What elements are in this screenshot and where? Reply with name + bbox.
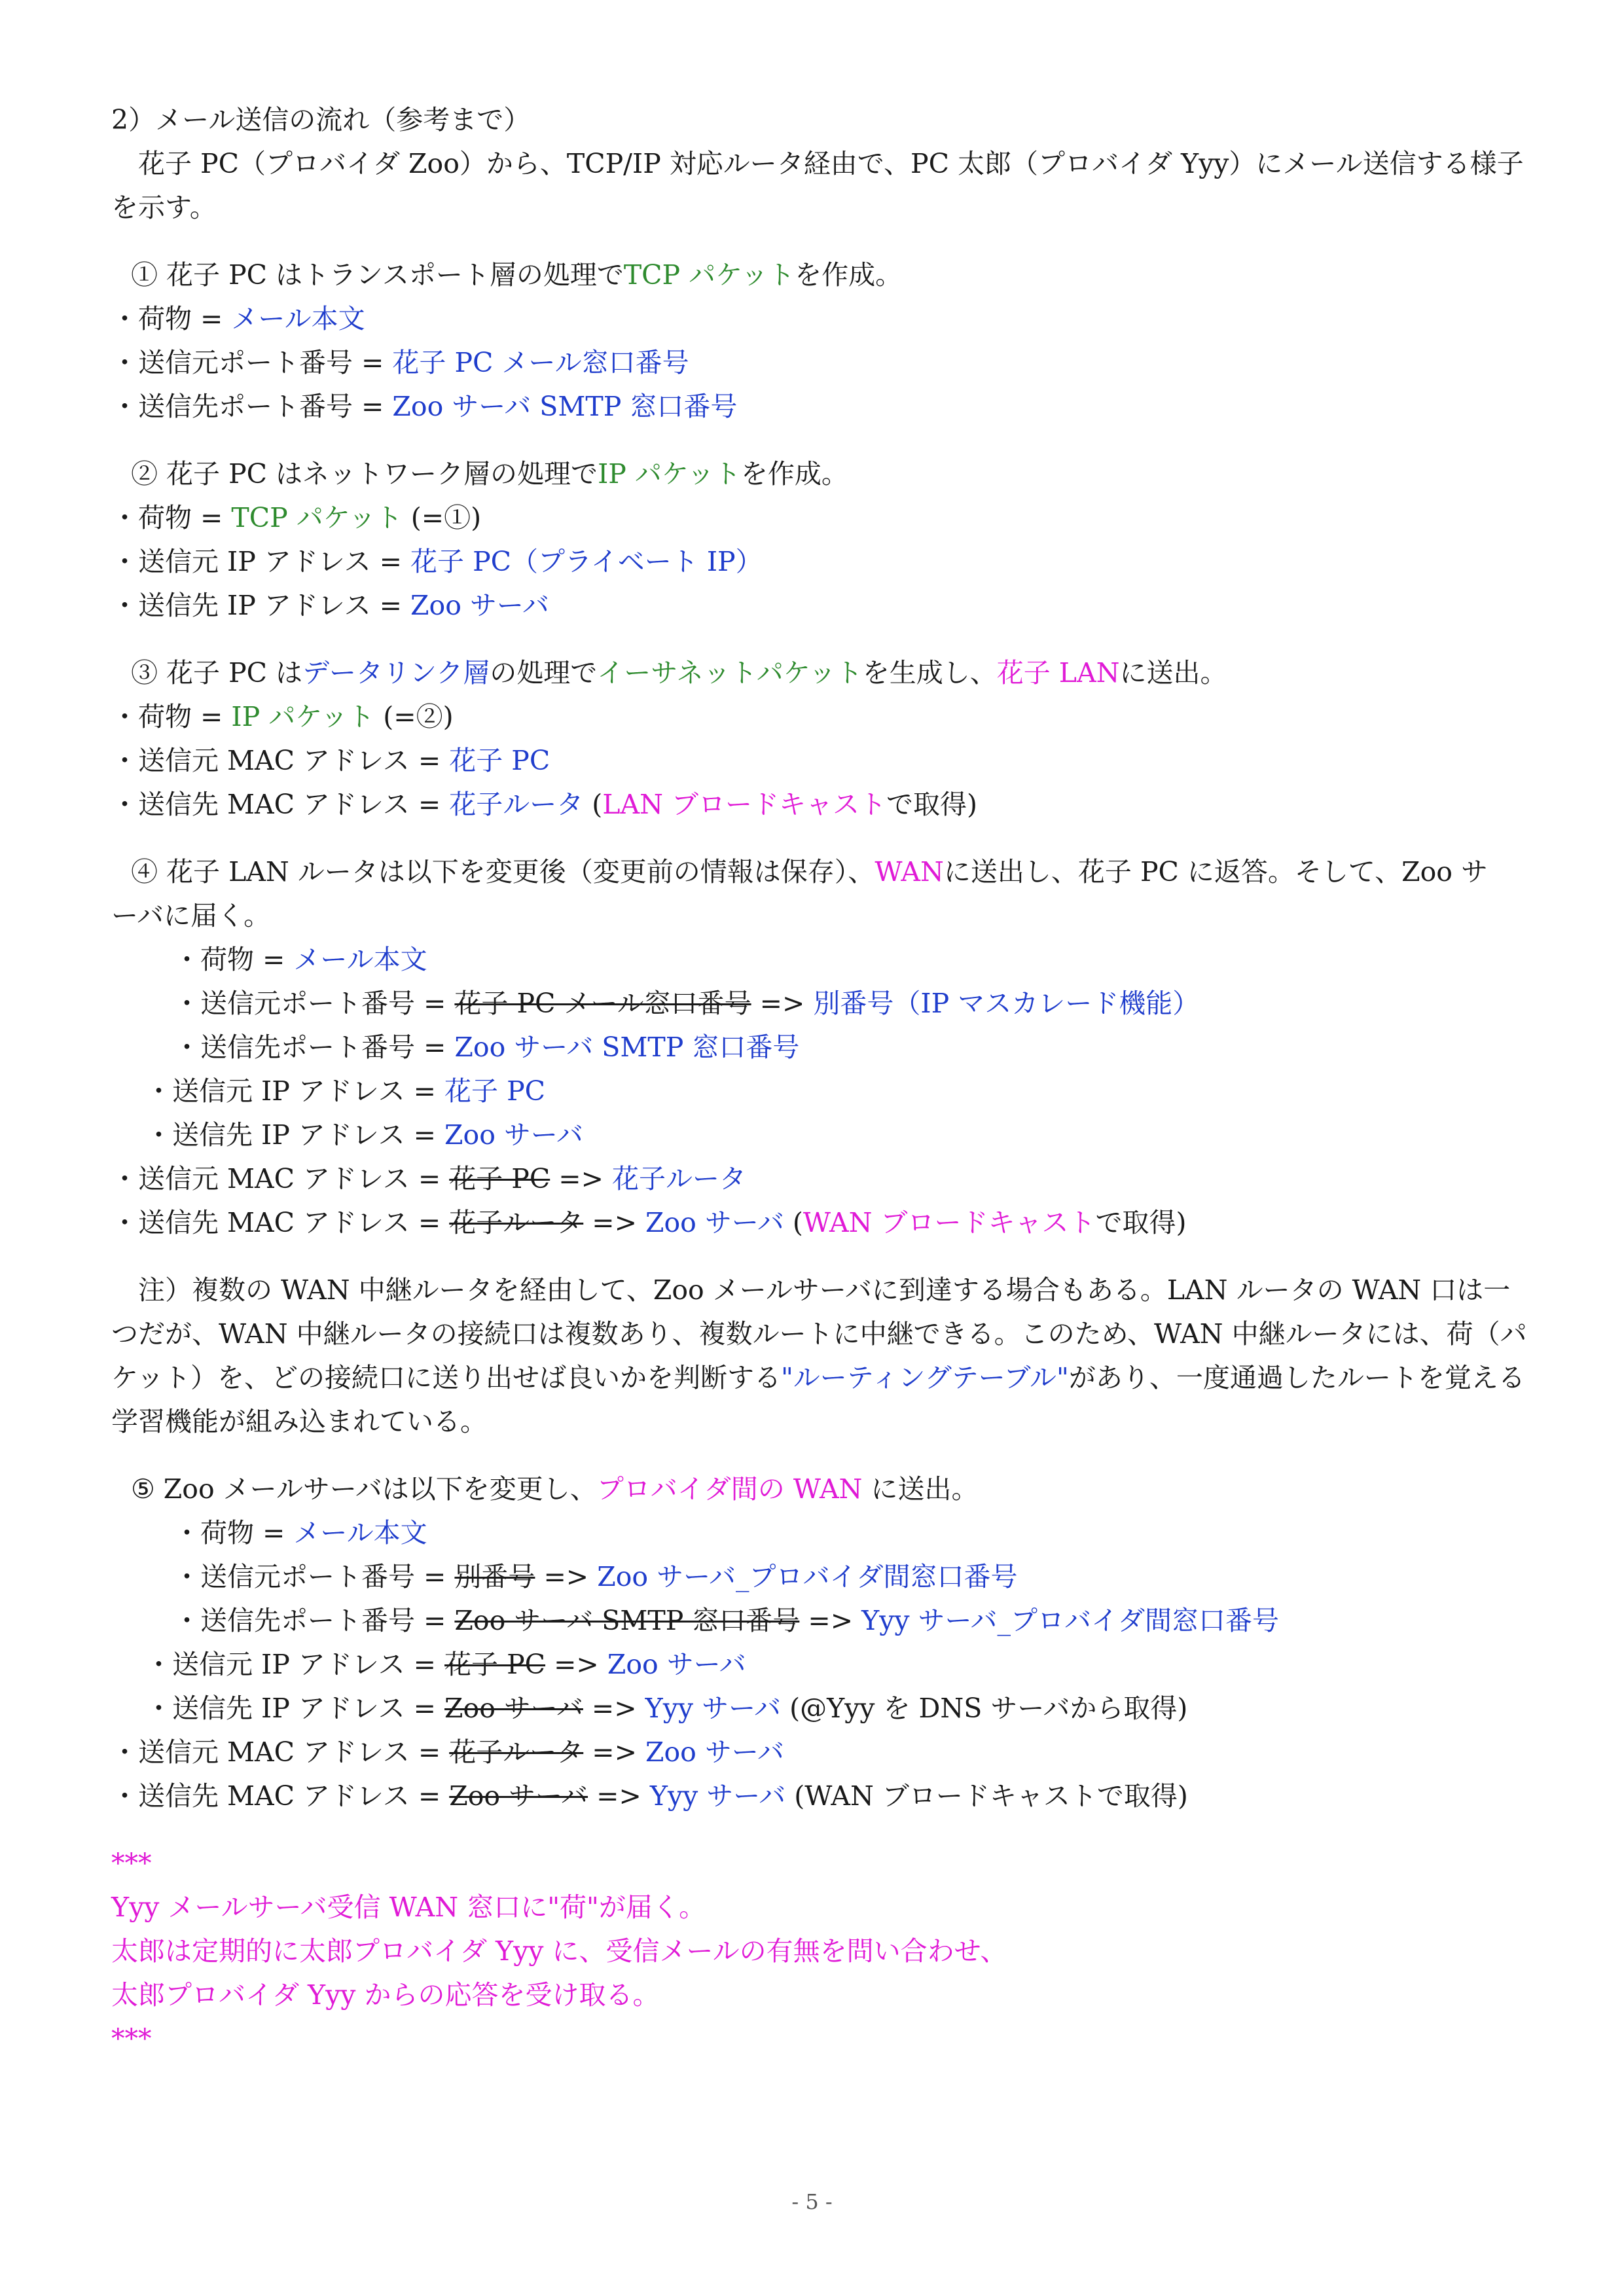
step5-item-dst-port: ・送信先ポート番号 = Zoo サーバ SMTP 窓口番号 => Yyy サーバ_プロバイダ間窓口番号 xyxy=(173,1605,1279,1636)
step5-item-src-ip: ・送信元 IP アドレス = 花子 PC => Zoo サーバ xyxy=(145,1649,746,1680)
step5-item-src-mac: ・送信元 MAC アドレス = 花子ルータ => Zoo サーバ xyxy=(111,1736,784,1768)
step5-heading: ⑤ Zoo メールサーバは以下を変更し、プロバイダ間の WAN に送出。 xyxy=(131,1473,979,1505)
step2-item-dst-ip: ・送信先 IP アドレス = Zoo サーバ xyxy=(111,590,549,621)
section-title: 2）メール送信の流れ（参考まで） xyxy=(111,104,531,135)
step1-item-src-port: ・送信元ポート番号 = 花子 PC メール窓口番号 xyxy=(111,347,689,378)
closing-stars-top: *** xyxy=(111,1848,152,1879)
closing-line-3: 太郎プロバイダ Yyy からの応答を受け取る。 xyxy=(111,1979,660,2011)
step2-heading: ② 花子 PC はネットワーク層の処理でIP パケットを作成。 xyxy=(131,458,848,490)
note-paragraph: 注）複数の WAN 中継ルータを経由して、Zoo メールサーバに到達する場合もある。LAN ルータの WAN 口は一つだが、WAN 中継ルータの接続口は複数あり、複数ルートに中継できる。このため、WAN 中継ルータには、荷（パケット）を、どの接続口に送り出せば良いかを判断する"ルーティングテーブル"があり、一度通過したルートを覚える学習機能が組み込まれている。 xyxy=(111,1274,1527,1437)
page-number: - 5 - xyxy=(791,2189,833,2214)
step5-item-payload: ・荷物 = メール本文 xyxy=(173,1517,427,1549)
step4-item-dst-mac: ・送信先 MAC アドレス = 花子ルータ => Zoo サーバ (WAN ブロードキャストで取得) xyxy=(111,1207,1187,1238)
step1-item-dst-port: ・送信先ポート番号 = Zoo サーバ SMTP 窓口番号 xyxy=(111,391,738,422)
step1-item-payload: ・荷物 = メール本文 xyxy=(111,303,365,334)
step3-item-dst-mac: ・送信先 MAC アドレス = 花子ルータ (LAN ブロードキャストで取得) xyxy=(111,789,977,820)
step4-item-payload: ・荷物 = メール本文 xyxy=(173,944,427,975)
step4-heading: ④ 花子 LAN ルータは以下を変更後（変更前の情報は保存）、WANに送出し、花子 PC に返答。そして、Zoo サ xyxy=(131,856,1488,888)
step5-item-src-port: ・送信元ポート番号 = 別番号 => Zoo サーバ_プロバイダ間窓口番号 xyxy=(173,1561,1018,1592)
intro-paragraph: 花子 PC（プロバイダ Zoo）から、TCP/IP 対応ルータ経由で、PC 太郎（プロバイダ Yyy）にメール送信する様子を示す。 xyxy=(111,148,1524,223)
document-body xyxy=(111,98,1532,2061)
step1-heading: ① 花子 PC はトランスポート層の処理でTCP パケットを作成。 xyxy=(131,259,903,291)
step4-item-src-port: ・送信元ポート番号 = 花子 PC メール窓口番号 => 別番号（IP マスカレード機能） xyxy=(173,988,1200,1019)
step4-item-src-ip: ・送信元 IP アドレス = 花子 PC xyxy=(145,1075,546,1107)
step3-heading: ③ 花子 PC はデータリンク層の処理でイーサネットパケットを生成し、花子 LANに送出。 xyxy=(131,657,1227,689)
closing-line-1: Yyy メールサーバ受信 WAN 窓口に"荷"が届く。 xyxy=(111,1892,706,1923)
step2-item-payload: ・荷物 = TCP パケット (=①) xyxy=(111,502,482,533)
step4-item-dst-port: ・送信先ポート番号 = Zoo サーバ SMTP 窓口番号 xyxy=(173,1031,800,1063)
step3-item-src-mac: ・送信元 MAC アドレス = 花子 PC xyxy=(111,745,550,776)
step4-item-src-mac: ・送信元 MAC アドレス = 花子 PC => 花子ルータ xyxy=(111,1163,746,1194)
closing-stars-bottom: *** xyxy=(111,2023,152,2054)
step2-item-src-ip: ・送信元 IP アドレス = 花子 PC（プライベート IP） xyxy=(111,546,763,577)
step5-item-dst-mac: ・送信先 MAC アドレス = Zoo サーバ => Yyy サーバ (WAN ブロードキャストで取得) xyxy=(111,1780,1188,1812)
step4-heading-cont: ーバに届く。 xyxy=(111,900,271,931)
step4-item-dst-ip: ・送信先 IP アドレス = Zoo サーバ xyxy=(145,1119,583,1151)
closing-line-2: 太郎は定期的に太郎プロバイダ Yyy に、受信メールの有無を問い合わせ、 xyxy=(111,1935,1007,1967)
step5-item-dst-ip: ・送信先 IP アドレス = Zoo サーバ => Yyy サーバ (@Yyy を DNS サーバから取得) xyxy=(145,1693,1188,1724)
step3-item-payload: ・荷物 = IP パケット (=②) xyxy=(111,701,454,732)
